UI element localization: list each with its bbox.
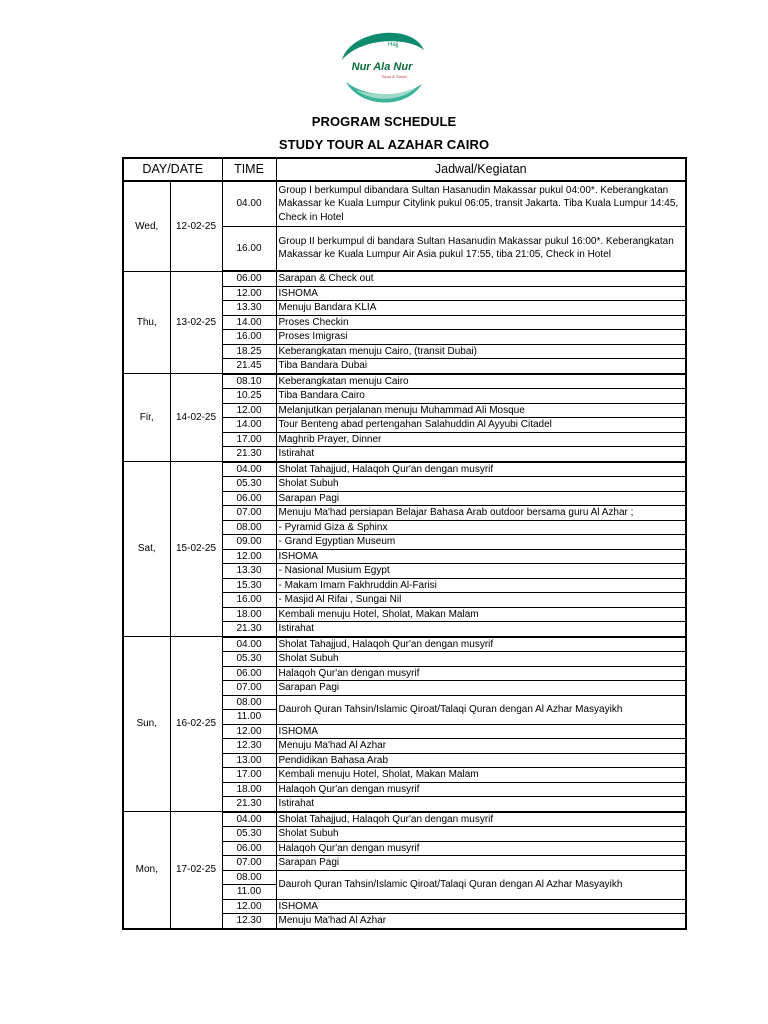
activity-cell: ISHOMA: [276, 899, 686, 914]
time-cell: 10.25: [222, 389, 276, 404]
activity-cell: Sholat Subuh: [276, 652, 686, 667]
activity-cell: Group II berkumpul di bandara Sultan Hasanudin Makassar pukul 16:00*. Keberangkatan Makassar ke Kuala Lumpur Air Asia pukul 17:55, tiba 21:05, Check in Hotel: [276, 226, 686, 271]
time-cell: 12.00: [222, 286, 276, 301]
activity-cell: Maghrib Prayer, Dinner: [276, 432, 686, 447]
logo-text: Nur Ala Nur: [351, 61, 413, 73]
activity-cell: - Masjid Al Rifai , Sungai Nil: [276, 593, 686, 608]
header-activity: Jadwal/Kegiatan: [276, 158, 686, 181]
time-cell: 05.30: [222, 827, 276, 842]
time-cell: 08.00: [222, 520, 276, 535]
time-cell: 12.00: [222, 403, 276, 418]
activity-cell: Pendidikan Bahasa Arab: [276, 753, 686, 768]
time-cell: 21.45: [222, 359, 276, 374]
activity-cell: Kembali menuju Hotel, Sholat, Makan Malam: [276, 768, 686, 783]
activity-cell: ISHOMA: [276, 724, 686, 739]
table-row: [123, 812, 686, 827]
activity-cell: Sarapan & Check out: [276, 271, 686, 286]
activity-cell: Sholat Tahajjud, Halaqoh Qur'an dengan musyrif: [276, 812, 686, 827]
activity-cell: Group I berkumpul dibandara Sultan Hasanudin Makassar pukul 04:00*. Keberangkatan Makassar ke Kuala Lumpur Citylink pukul 06:05, transit Jakarta. Tiba Kuala Lumpur 14:45, Check in Hotel: [276, 181, 686, 226]
time-cell: 15.30: [222, 578, 276, 593]
date-cell: 13-02-25: [170, 271, 222, 374]
time-cell: 12.00: [222, 549, 276, 564]
time-cell: 07.00: [222, 681, 276, 696]
day-cell: Wed,: [123, 181, 170, 271]
time-cell: 12.00: [222, 899, 276, 914]
activity-cell: Sholat Subuh: [276, 477, 686, 492]
time-cell: 09.00: [222, 535, 276, 550]
activity-cell: Keberangkatan menuju Cairo: [276, 374, 686, 389]
activity-cell: Sarapan Pagi: [276, 491, 686, 506]
activity-cell: Halaqoh Qur'an dengan musyrif: [276, 666, 686, 681]
time-cell: 18.25: [222, 344, 276, 359]
page-subtitle: STUDY TOUR AL AZAHAR CAIRO: [278, 137, 490, 152]
activity-cell: Sarapan Pagi: [276, 856, 686, 871]
activity-cell: - Grand Egyptian Museum: [276, 535, 686, 550]
table-row: [123, 271, 686, 286]
activity-cell: Istirahat: [276, 447, 686, 462]
activity-cell: Menuju Ma'had Al Azhar: [276, 739, 686, 754]
time-cell: 08.00: [222, 695, 276, 710]
time-cell: 12.30: [222, 914, 276, 929]
time-cell: 21.30: [222, 447, 276, 462]
day-cell: Sun,: [123, 637, 170, 812]
time-cell: 17.00: [222, 432, 276, 447]
header-time: TIME: [222, 158, 276, 181]
activity-cell: Kembali menuju Hotel, Sholat, Makan Malam: [276, 607, 686, 622]
company-logo: [336, 24, 428, 110]
table-row: [123, 637, 686, 652]
activity-cell: Menuju Ma'had Al Azhar: [276, 914, 686, 929]
time-cell: 13.30: [222, 301, 276, 316]
time-cell: 16.00: [222, 593, 276, 608]
time-cell: 12.30: [222, 739, 276, 754]
logo-badge: Hajj: [388, 42, 399, 48]
activity-cell: Sholat Subuh: [276, 827, 686, 842]
time-cell: 17.00: [222, 768, 276, 783]
table-row: [123, 462, 686, 477]
table-header-row: [123, 158, 686, 181]
activity-cell: Proses Checkin: [276, 315, 686, 330]
day-cell: Sat,: [123, 462, 170, 637]
time-cell: 06.00: [222, 666, 276, 681]
activity-cell: Menuju Ma'had persiapan Belajar Bahasa Arab outdoor bersama guru Al Azhar ;: [276, 506, 686, 521]
activity-cell: Sholat Tahajjud, Halaqoh Qur'an dengan musyrif: [276, 462, 686, 477]
activity-cell: Tour Benteng abad pertengahan Salahuddin Al Ayyubi Citadel: [276, 418, 686, 433]
time-cell: 05.30: [222, 477, 276, 492]
time-cell: 14.00: [222, 418, 276, 433]
date-cell: 16-02-25: [170, 637, 222, 812]
time-cell: 11.00: [222, 885, 276, 900]
activity-cell: Tiba Bandara Dubai: [276, 359, 686, 374]
time-cell: 07.00: [222, 856, 276, 871]
activity-cell: Melanjutkan perjalanan menuju Muhammad Ali Mosque: [276, 403, 686, 418]
activity-cell: Tiba Bandara Cairo: [276, 389, 686, 404]
date-cell: 17-02-25: [170, 812, 222, 929]
activity-cell: Keberangkatan menuju Cairo, (transit Dubai): [276, 344, 686, 359]
activity-cell: - Pyramid Giza & Sphinx: [276, 520, 686, 535]
time-cell: 06.00: [222, 491, 276, 506]
day-cell: Mon,: [123, 812, 170, 929]
date-cell: 12-02-25: [170, 181, 222, 271]
time-cell: 05.30: [222, 652, 276, 667]
table-row: [123, 181, 686, 226]
time-cell: 04.00: [222, 462, 276, 477]
time-cell: 08.10: [222, 374, 276, 389]
page-title: PROGRAM SCHEDULE: [311, 114, 457, 129]
time-cell: 04.00: [222, 637, 276, 652]
activity-cell: - Nasional Musium Egypt: [276, 564, 686, 579]
activity-cell: Proses Imigrasi: [276, 330, 686, 345]
time-cell: 12.00: [222, 724, 276, 739]
activity-cell: ISHOMA: [276, 286, 686, 301]
time-cell: 18.00: [222, 607, 276, 622]
activity-cell: Istirahat: [276, 797, 686, 812]
logo-emblem-icon: [336, 24, 428, 110]
date-cell: 14-02-25: [170, 374, 222, 462]
day-cell: Fir,: [123, 374, 170, 462]
activity-cell: - Makam Imam Fakhruddin Al-Farisi: [276, 578, 686, 593]
time-cell: 11.00: [222, 710, 276, 725]
schedule-table: [122, 157, 687, 930]
time-cell: 21.30: [222, 622, 276, 637]
table-row: [123, 374, 686, 389]
time-cell: 06.00: [222, 841, 276, 856]
time-cell: 07.00: [222, 506, 276, 521]
day-cell: Thu,: [123, 271, 170, 374]
time-cell: 14.00: [222, 315, 276, 330]
activity-cell: ISHOMA: [276, 549, 686, 564]
time-cell: 21.30: [222, 797, 276, 812]
schedule-body: [123, 181, 686, 929]
activity-cell: Halaqoh Qur'an dengan musyrif: [276, 841, 686, 856]
activity-cell: Dauroh Quran Tahsin/Islamic Qiroat/Talaqi Quran dengan Al Azhar Masyayikh: [276, 870, 686, 899]
activity-cell: Dauroh Quran Tahsin/Islamic Qiroat/Talaqi Quran dengan Al Azhar Masyayikh: [276, 695, 686, 724]
time-cell: 13.30: [222, 564, 276, 579]
activity-cell: Sarapan Pagi: [276, 681, 686, 696]
time-cell: 04.00: [222, 181, 276, 226]
time-cell: 16.00: [222, 330, 276, 345]
time-cell: 08.00: [222, 870, 276, 885]
activity-cell: Sholat Tahajjud, Halaqoh Qur'an dengan musyrif: [276, 637, 686, 652]
time-cell: 13.00: [222, 753, 276, 768]
time-cell: 16.00: [222, 226, 276, 271]
time-cell: 04.00: [222, 812, 276, 827]
activity-cell: Istirahat: [276, 622, 686, 637]
date-cell: 15-02-25: [170, 462, 222, 637]
time-cell: 06.00: [222, 271, 276, 286]
header-daydate: DAY/DATE: [123, 158, 222, 181]
activity-cell: Halaqoh Qur'an dengan musyrif: [276, 782, 686, 797]
logo-tagline: Tours & Travel: [381, 74, 407, 79]
activity-cell: Menuju Bandara KLIA: [276, 301, 686, 316]
time-cell: 18.00: [222, 782, 276, 797]
